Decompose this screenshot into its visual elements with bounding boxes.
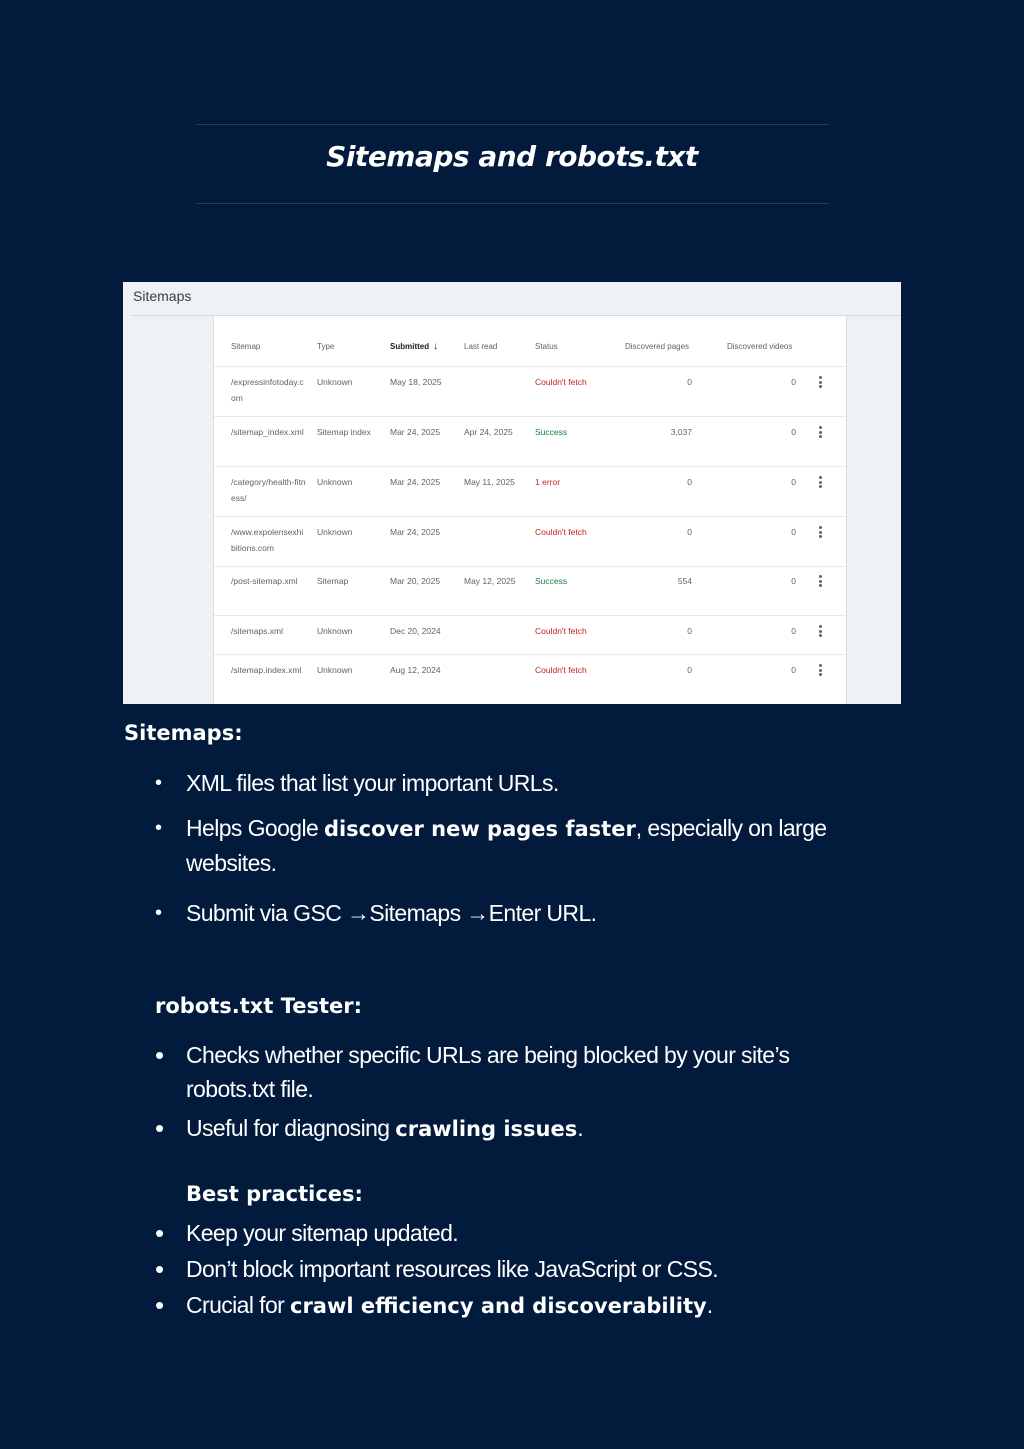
cell-type: Sitemap index bbox=[317, 427, 371, 437]
screenshot-title: Sitemaps bbox=[133, 288, 192, 304]
more-vert-icon[interactable] bbox=[819, 625, 822, 639]
robots-list bbox=[155, 1038, 855, 1146]
sort-arrow-icon[interactable]: ↓ bbox=[433, 341, 439, 352]
list-item: • Helps Google discover new pages faster, especially on large websites. bbox=[155, 811, 855, 880]
cell-discovered-pages: 0 bbox=[687, 527, 692, 537]
list-item: • XML files that list your important URLs. bbox=[155, 766, 855, 800]
table-header bbox=[214, 316, 846, 367]
table-row[interactable] bbox=[214, 516, 846, 567]
page-title: Sitemaps and robots.txt bbox=[326, 140, 698, 173]
cell-type: Unknown bbox=[317, 477, 353, 487]
more-vert-icon[interactable] bbox=[819, 476, 822, 490]
cell-type: Unknown bbox=[317, 665, 353, 675]
more-vert-icon[interactable] bbox=[819, 575, 822, 589]
cell-discovered-videos: 0 bbox=[791, 427, 796, 437]
more-vert-icon[interactable] bbox=[819, 426, 822, 440]
cell-sitemap: /sitemaps.xml bbox=[231, 626, 283, 636]
cell-last-read: Apr 24, 2025 bbox=[464, 427, 513, 437]
table-row[interactable] bbox=[214, 366, 846, 417]
cell-submitted: Aug 12, 2024 bbox=[390, 665, 441, 675]
cell-submitted: Mar 24, 2025 bbox=[390, 527, 441, 537]
best-practices-heading: Best practices: bbox=[186, 1182, 363, 1206]
cell-discovered-videos: 0 bbox=[791, 377, 796, 387]
cell-discovered-videos: 0 bbox=[791, 665, 796, 675]
col-type[interactable]: Type bbox=[317, 342, 335, 351]
cell-sitemap: /www.expolensexhibitions.com bbox=[231, 527, 304, 553]
sitemaps-table bbox=[213, 316, 847, 704]
cell-submitted: Dec 20, 2024 bbox=[390, 626, 441, 636]
cell-discovered-pages: 0 bbox=[687, 377, 692, 387]
cell-sitemap: /post-sitemap.xml bbox=[231, 576, 298, 586]
list-item: • Crucial for crawl efficiency and discoverability. bbox=[155, 1287, 855, 1324]
cell-discovered-pages: 0 bbox=[687, 626, 692, 636]
cell-discovered-videos: 0 bbox=[791, 527, 796, 537]
col-sitemap[interactable]: Sitemap bbox=[231, 342, 261, 351]
more-vert-icon[interactable] bbox=[819, 526, 822, 540]
cell-status: Couldn't fetch bbox=[535, 626, 587, 636]
cell-submitted: May 18, 2025 bbox=[390, 377, 442, 387]
sitemaps-list bbox=[155, 766, 855, 930]
cell-discovered-pages: 554 bbox=[677, 576, 692, 586]
list-item: • Don’t block important resources like JavaScript or CSS. bbox=[155, 1251, 855, 1287]
cell-type: Unknown bbox=[317, 626, 353, 636]
col-last-read[interactable]: Last read bbox=[464, 342, 498, 351]
list-item: • Useful for diagnosing crawling issues. bbox=[155, 1111, 855, 1146]
cell-status: Success bbox=[535, 427, 568, 437]
cell-last-read: May 12, 2025 bbox=[464, 576, 516, 586]
best-practices-list bbox=[155, 1215, 855, 1324]
cell-discovered-pages: 0 bbox=[687, 477, 692, 487]
cell-type: Unknown bbox=[317, 527, 353, 537]
title-rule-top bbox=[196, 124, 829, 125]
cell-discovered-videos: 0 bbox=[791, 576, 796, 586]
table-row[interactable] bbox=[214, 416, 846, 467]
cell-type: Sitemap bbox=[317, 576, 349, 586]
cell-submitted: Mar 24, 2025 bbox=[390, 427, 441, 437]
cell-discovered-pages: 0 bbox=[687, 665, 692, 675]
table-row[interactable] bbox=[214, 565, 846, 616]
col-discovered-videos[interactable]: Discovered videos bbox=[727, 342, 793, 351]
cell-sitemap: /expressinfotoday.com bbox=[231, 377, 304, 403]
cell-status: Success bbox=[535, 576, 568, 586]
list-item: • Submit via GSC →Sitemaps →Enter URL. bbox=[155, 896, 855, 930]
table-row[interactable] bbox=[214, 466, 846, 517]
cell-discovered-videos: 0 bbox=[791, 626, 796, 636]
cell-type: Unknown bbox=[317, 377, 353, 387]
col-submitted[interactable]: Submitted ↓ bbox=[390, 339, 460, 355]
cell-sitemap: /sitemap.index.xml bbox=[231, 665, 302, 675]
robots-heading: robots.txt Tester: bbox=[155, 994, 363, 1018]
cell-status: Couldn't fetch bbox=[535, 665, 587, 675]
col-status[interactable]: Status bbox=[535, 342, 558, 351]
more-vert-icon[interactable] bbox=[819, 376, 822, 390]
sitemaps-screenshot bbox=[123, 282, 901, 704]
cell-status: Couldn't fetch bbox=[535, 377, 587, 387]
sitemaps-heading: Sitemaps: bbox=[124, 721, 243, 745]
cell-status: Couldn't fetch bbox=[535, 527, 587, 537]
cell-discovered-pages: 3,037 bbox=[670, 427, 692, 437]
cell-sitemap: /sitemap_index.xml bbox=[231, 427, 304, 437]
table-row[interactable] bbox=[214, 615, 846, 655]
col-discovered-pages[interactable]: Discovered pages bbox=[625, 342, 690, 351]
cell-last-read: May 11, 2025 bbox=[464, 477, 515, 487]
more-vert-icon[interactable] bbox=[819, 664, 822, 678]
cell-submitted: Mar 20, 2025 bbox=[390, 576, 441, 586]
cell-submitted: Mar 24, 2025 bbox=[390, 477, 441, 487]
title-rule-bottom bbox=[196, 203, 829, 204]
table-row[interactable] bbox=[214, 654, 846, 704]
list-item: • Keep your sitemap updated. bbox=[155, 1215, 855, 1251]
cell-status: 1 error bbox=[535, 477, 561, 487]
list-item: • Checks whether specific URLs are being blocked by your site’s robots.txt file. bbox=[155, 1038, 855, 1106]
cell-discovered-videos: 0 bbox=[791, 477, 796, 487]
cell-sitemap: /category/health-fitness/ bbox=[231, 477, 306, 503]
